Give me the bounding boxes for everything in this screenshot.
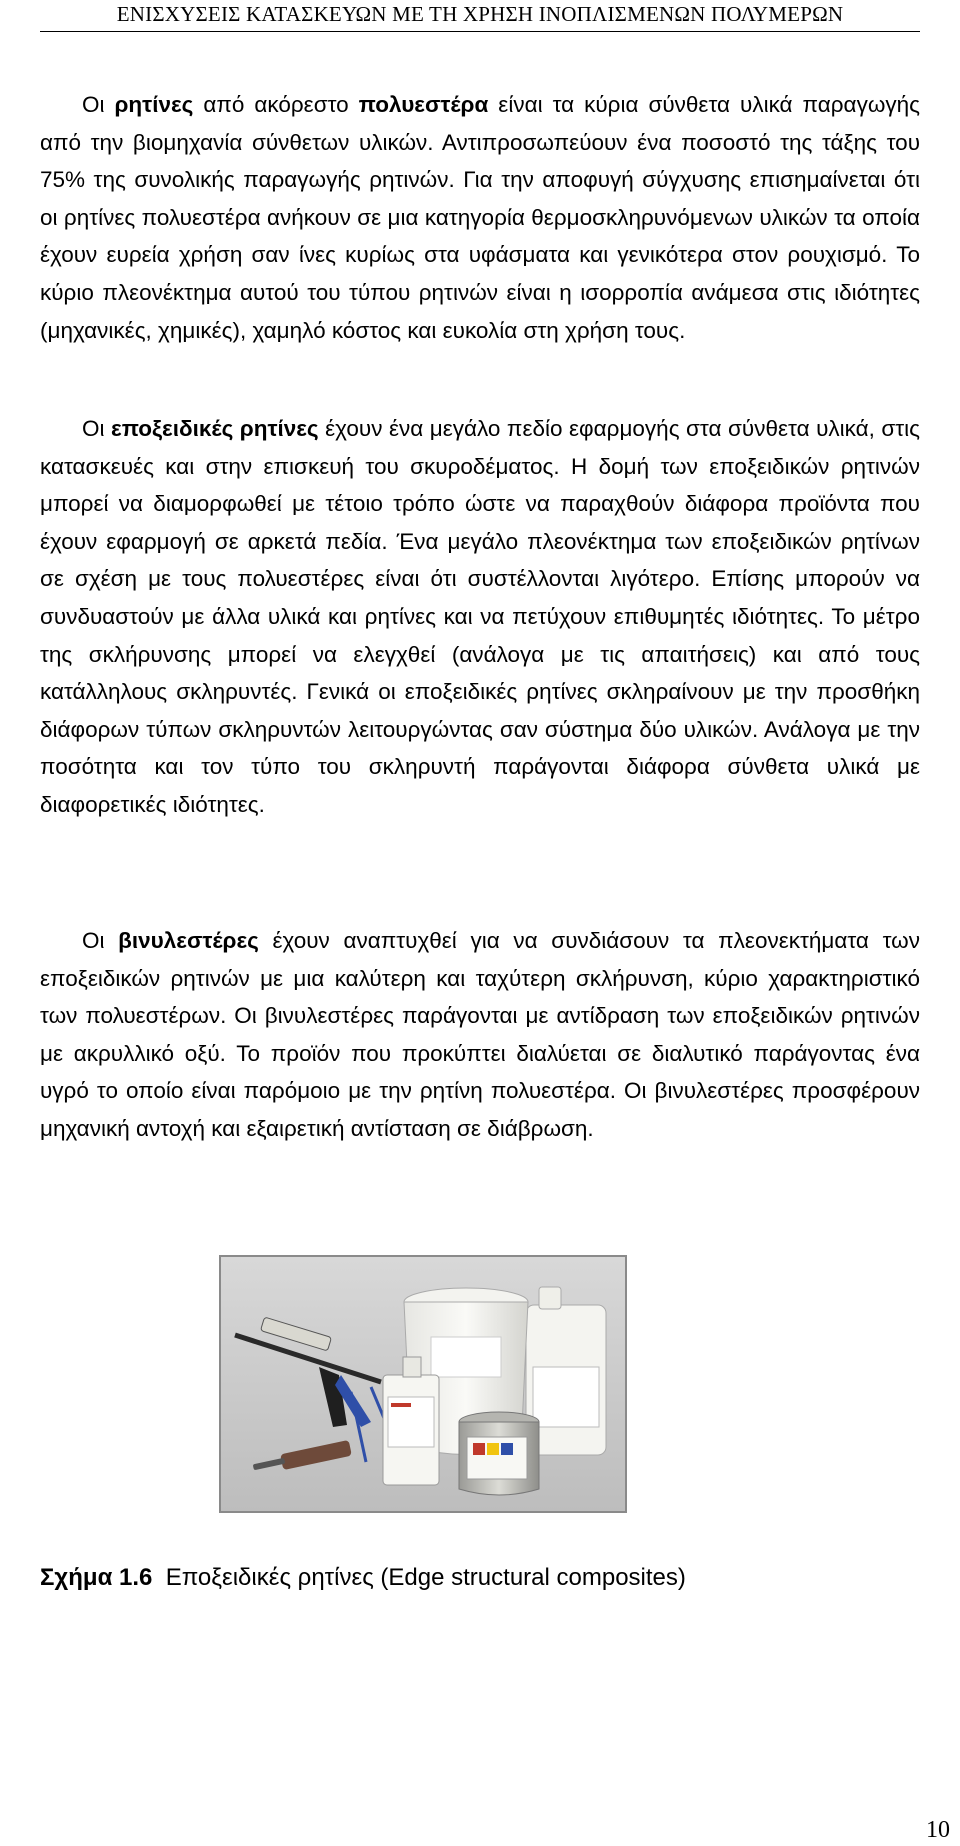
figure-caption <box>40 1562 920 1594</box>
metal-can-icon <box>459 1412 539 1495</box>
paragraph-lead: Οι <box>82 928 119 953</box>
paragraph-text: έχουν αναπτυχθεί για να συνδιάσουν τα πλεονεκτήματα των εποξειδικών ρητινών με μια καλύτερη και ταχύτερη σκλήρυνση, κύριο χαρακτηριστικό των πολυεστέρων. Οι βινυλεστέρες παράγονται με αντίδραση των εποξειδικών ρητινών με ακρυλλικό οξύ. Το προϊόν που προκύπτει διαλύεται σε διαλυτικό παράγοντας ένα υγρό το οποίο είναι παρόμοιο με την ρητίνη πολυεστέρα. Οι βινυλεστέρες προσφέρουν μηχανική αντοχή και εξαιρετική αντίσταση σε διάβρωση. <box>40 928 920 1141</box>
epoxy-products-illustration <box>221 1257 625 1511</box>
term-epoxy-resins: εποξειδικές ρητίνες <box>111 416 319 441</box>
paragraph-text: από ακόρεστο <box>193 92 359 117</box>
figure-caption-text: Εποξειδικές ρητίνες (Edge structural composites) <box>165 1564 686 1591</box>
paragraph-epoxy <box>40 410 920 824</box>
paragraph-polyester <box>40 86 920 349</box>
term-polyester: πολυεστέρα <box>358 92 489 117</box>
paragraph-lead: Οι <box>82 416 112 441</box>
paragraph-text: έχουν ένα μεγάλο πεδίο εφαρμογής στα σύνθετα υλικά, στις κατασκευές και στην επισκευή του σκυροδέματος. Η δομή των εποξειδικών ρητινών μπορεί να διαμορφωθεί με τέτοιο τρόπο ώστε να παραχθούν διάφορα προϊόντα που έχουν εφαρμογή σε αρκετά πεδία. Ένα μεγάλο πλεονέκτημα των εποξειδικών ρητίνων σε σχέση με τους πολυεστέρες είναι ότι συστέλλονται λιγότερο. Επίσης μπορούν να συνδυαστούν με άλλα υλικά και ρητίνες και να πετύχουν επιθυμητές ιδιότητες. Το μέτρο της σκλήρυνσης μπορεί να ελεγχθεί (ανάλογα με τις απαιτήσεις) και από τους κατάλληλους σκληρυντές. Γενικά οι εποξειδικές ρητίνες σκληραίνουν με την προσθήκη διάφορων τύπων σκληρυντών λειτουργώντας σαν σύστημα δύο υλικών. Ανάλογα με την ποσότητα και τον τύπο του σκληρυντή παράγονται διάφορα σύνθετα υλικά με διαφορετικές ιδιότητες. <box>40 416 920 817</box>
paragraph-lead: Οι <box>82 92 115 117</box>
label-bottle-icon <box>383 1357 439 1485</box>
header-rule <box>40 31 920 32</box>
paragraph-text: είναι τα κύρια σύνθετα υλικά παραγωγής από την βιομηχανία σύνθετων υλικών. Αντιπροσωπεύουν ένα ποσοστό της τάξης του 75% της συνολικής παραγωγής ρητινών. Για την αποφυγή σύγχυσης επισημαίνεται ότι οι ρητίνες πολυεστέρα ανήκουν σε μια κατηγορία θερμοσκληρυνόμενων υλικών τα οποία έχουν ευρεία χρήση σαν ίνες κυρίως στα υφάσματα και γενικότερα στον ρουχισμό. Το κύριο πλεονέκτημα αυτού του τύπου ρητινών είναι η ισορροπία ανάμεσα στις ιδιότητες (μηχανικές, χημικές), χαμηλό κόστος και ευκολία στη χρήση τους. <box>40 92 920 343</box>
page-number: 10 <box>926 1817 950 1843</box>
term-resins: ρητίνες <box>114 92 194 117</box>
figure-caption-label: Σχήμα 1.6 <box>40 1564 153 1591</box>
paragraph-vinylester <box>40 922 920 1148</box>
running-header: ΕΝΙΣΧΥΣΕΙΣ ΚΑΤΑΣΚΕΥΩΝ ΜΕ ΤΗ ΧΡΗΣΗ ΙΝΟΠΛΙΣΜΕΝΩΝ ΠΟΛΥΜΕΡΩΝ <box>116 2 844 26</box>
figure-epoxy-products-photo <box>219 1255 627 1513</box>
term-vinylesters: βινυλεστέρες <box>118 928 259 953</box>
